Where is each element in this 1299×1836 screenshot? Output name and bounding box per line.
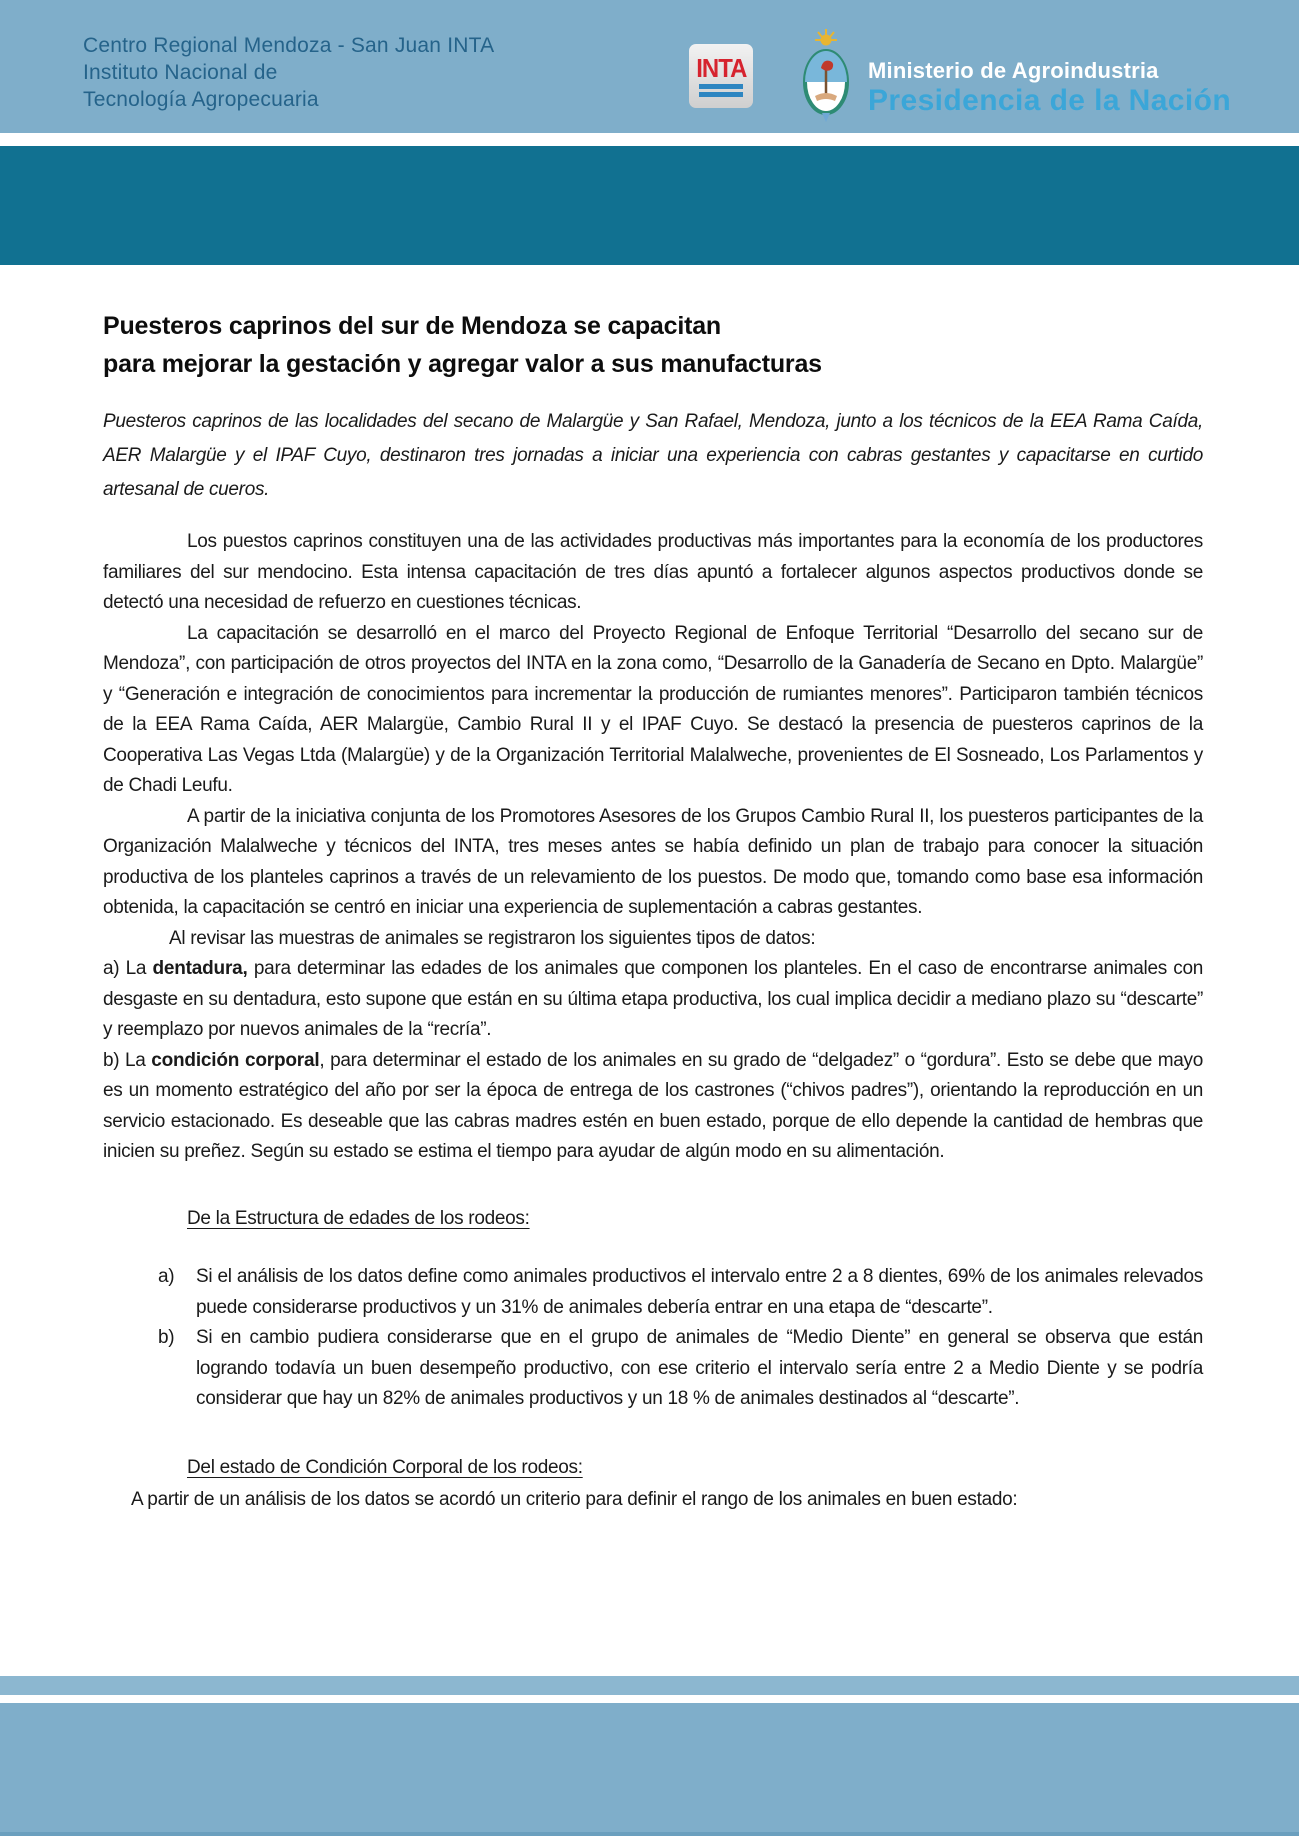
- item-b-prefix: b) La: [103, 1049, 152, 1071]
- footer-thin-band: [0, 1676, 1299, 1695]
- section-heading-condition: Del estado de Condición Corporal de los rodeos:: [187, 1456, 583, 1478]
- list-item: [103, 1262, 1203, 1323]
- paragraph-1: Los puestos caprinos constituyen una de las actividades productivas más importantes para la economía de los productores familiares del sur mendocino. Esta intensa capacitación de tres días apuntó a fortalecer algunos aspectos productivos donde se detectó una necesidad de refuerzo en cuestiones técnicas.: [103, 531, 1203, 613]
- ministry-block: [868, 58, 1231, 118]
- paragraph-3: A partir de la iniciativa conjunta de los Promotores Asesores de los Grupos Cambio Rural II, los puesteros participantes de la Organización Malalweche y técnicos del INTA, tres meses antes se había definido un plan de trabajo para conocer la situación productiva de los planteles caprinos a través de un relevamiento de los puestos. De modo que, tomando como base esa información obtenida, la capacitación se centró en iniciar una experiencia de suplementación a cabras gestantes.: [103, 805, 1203, 918]
- list-item-text: Si en cambio pudiera considerarse que en el grupo de animales de “Medio Diente” en general se observa que están logrando todavía un buen desempeño productivo, con ese criterio el intervalo sería entre 2 a Medio Diente y se podría considerar que hay un 82% de animales productivos y un 18 % de animales destinados al “descarte”.: [196, 1327, 1203, 1409]
- article-lead: Puesteros caprinos de las localidades del secano de Malargüe y San Rafael, Mendoza, junto a los técnicos de la EEA Rama Caída, AER Malargüe y el IPAF Cuyo, destinaron tres jornadas a iniciar una experiencia con cabras gestantes y capacitarse en curtido artesanal de cueros.: [103, 411, 1203, 500]
- ministry-name: Ministerio de Agroindustria: [868, 58, 1159, 83]
- list-item-marker: a): [158, 1266, 175, 1287]
- article-title-line-1: Puesteros caprinos del sur de Mendoza se capacitan: [103, 312, 721, 340]
- article-title-line-2: para mejorar la gestación y agregar valor a sus manufacturas: [103, 350, 822, 378]
- article-title: [103, 307, 1203, 383]
- item-a-term: dentadura,: [152, 958, 248, 979]
- inta-logo-bar-bottom: [699, 92, 743, 97]
- paragraph-5: A partir de un análisis de los datos se acordó un criterio para definir el rango de los animales en buen estado:: [131, 1489, 1018, 1510]
- item-b-term: condición corporal: [151, 1049, 320, 1071]
- article-body: [103, 265, 1203, 1516]
- data-type-item-b: [103, 1046, 1203, 1168]
- footer-band: [0, 1703, 1299, 1836]
- age-structure-list: [103, 1262, 1203, 1415]
- org-line-1: Centro Regional Mendoza - San Juan INTA: [83, 34, 495, 57]
- paragraph-2: La capacitación se desarrolló en el marco del Proyecto Regional de Enfoque Territorial “Desarrollo del secano sur de Mendoza”, con participación de otros proyectos del INTA en la zona como, “Desarrollo de la Ganadería de Secano en Dpto. Malargüe” y “Generación e integración de conocimientos para incrementar la producción de rumiantes menores”. Participaron también técnicos de la EEA Rama Caída, AER Malargüe, Cambio Rural II y el IPAF Cuyo. Se destacó la presencia de puesteros caprinos de la Cooperativa Las Vegas Ltda (Malargüe) y de la Organización Territorial Malalweche, provenientes de El Sosneado, Los Parlamentos y de Chadi Leufu.: [103, 622, 1203, 796]
- header-band: [0, 0, 1299, 133]
- section-heading-ages: De la Estructura de edades de los rodeos:: [187, 1207, 530, 1229]
- presidency-name: Presidencia de la Nación: [868, 84, 1232, 117]
- inta-logo-text: INTA: [695, 53, 747, 83]
- org-line-3: Tecnología Agropecuaria: [83, 88, 319, 111]
- argentina-coat-of-arms-icon: [797, 28, 855, 131]
- org-identity-block: [83, 32, 494, 113]
- item-a-prefix: a) La: [103, 958, 153, 979]
- item-b-text: , para determinar el estado de los animales en su grado de “delgadez” o “gordura”. Esto se debe que mayo es un momento estratégico del año por ser la época de entrega de los castrones (“chivos padres”), orientando la reproducción en un servicio estacionado. Es deseable que las cabras madres estén en buen estado, porque de ello depende la cantidad de hembras que inicien su preñez. Según su estado se estima el tiempo para ayudar de algún modo en su alimentación.: [103, 1049, 1203, 1162]
- list-item-marker: b): [158, 1327, 175, 1348]
- org-line-2: Instituto Nacional de: [83, 61, 278, 84]
- paragraph-4: Al revisar las muestras de animales se registraron los siguientes tipos de datos:: [169, 927, 816, 949]
- inta-logo-bar-top: [699, 84, 743, 89]
- list-item-text: Si el análisis de los datos define como animales productivos el intervalo entre 2 a 8 dientes, 69% de los animales relevados puede considerarse productivos y un 31% de animales debería entrar en una etapa de “descarte”.: [196, 1266, 1203, 1318]
- inta-logo: [689, 44, 753, 108]
- item-a-text: para determinar las edades de los animales que componen los planteles. En el caso de encontrarse animales con desgaste en su dentadura, esto supone que están en su última etapa productiva, los cual implica decidir a mediano plazo su “descarte” y reemplazo por nuevos animales de la “recría”.: [103, 958, 1203, 1040]
- list-item: [103, 1323, 1203, 1415]
- teal-divider-band: [0, 146, 1299, 265]
- data-type-item-a: [103, 954, 1203, 1046]
